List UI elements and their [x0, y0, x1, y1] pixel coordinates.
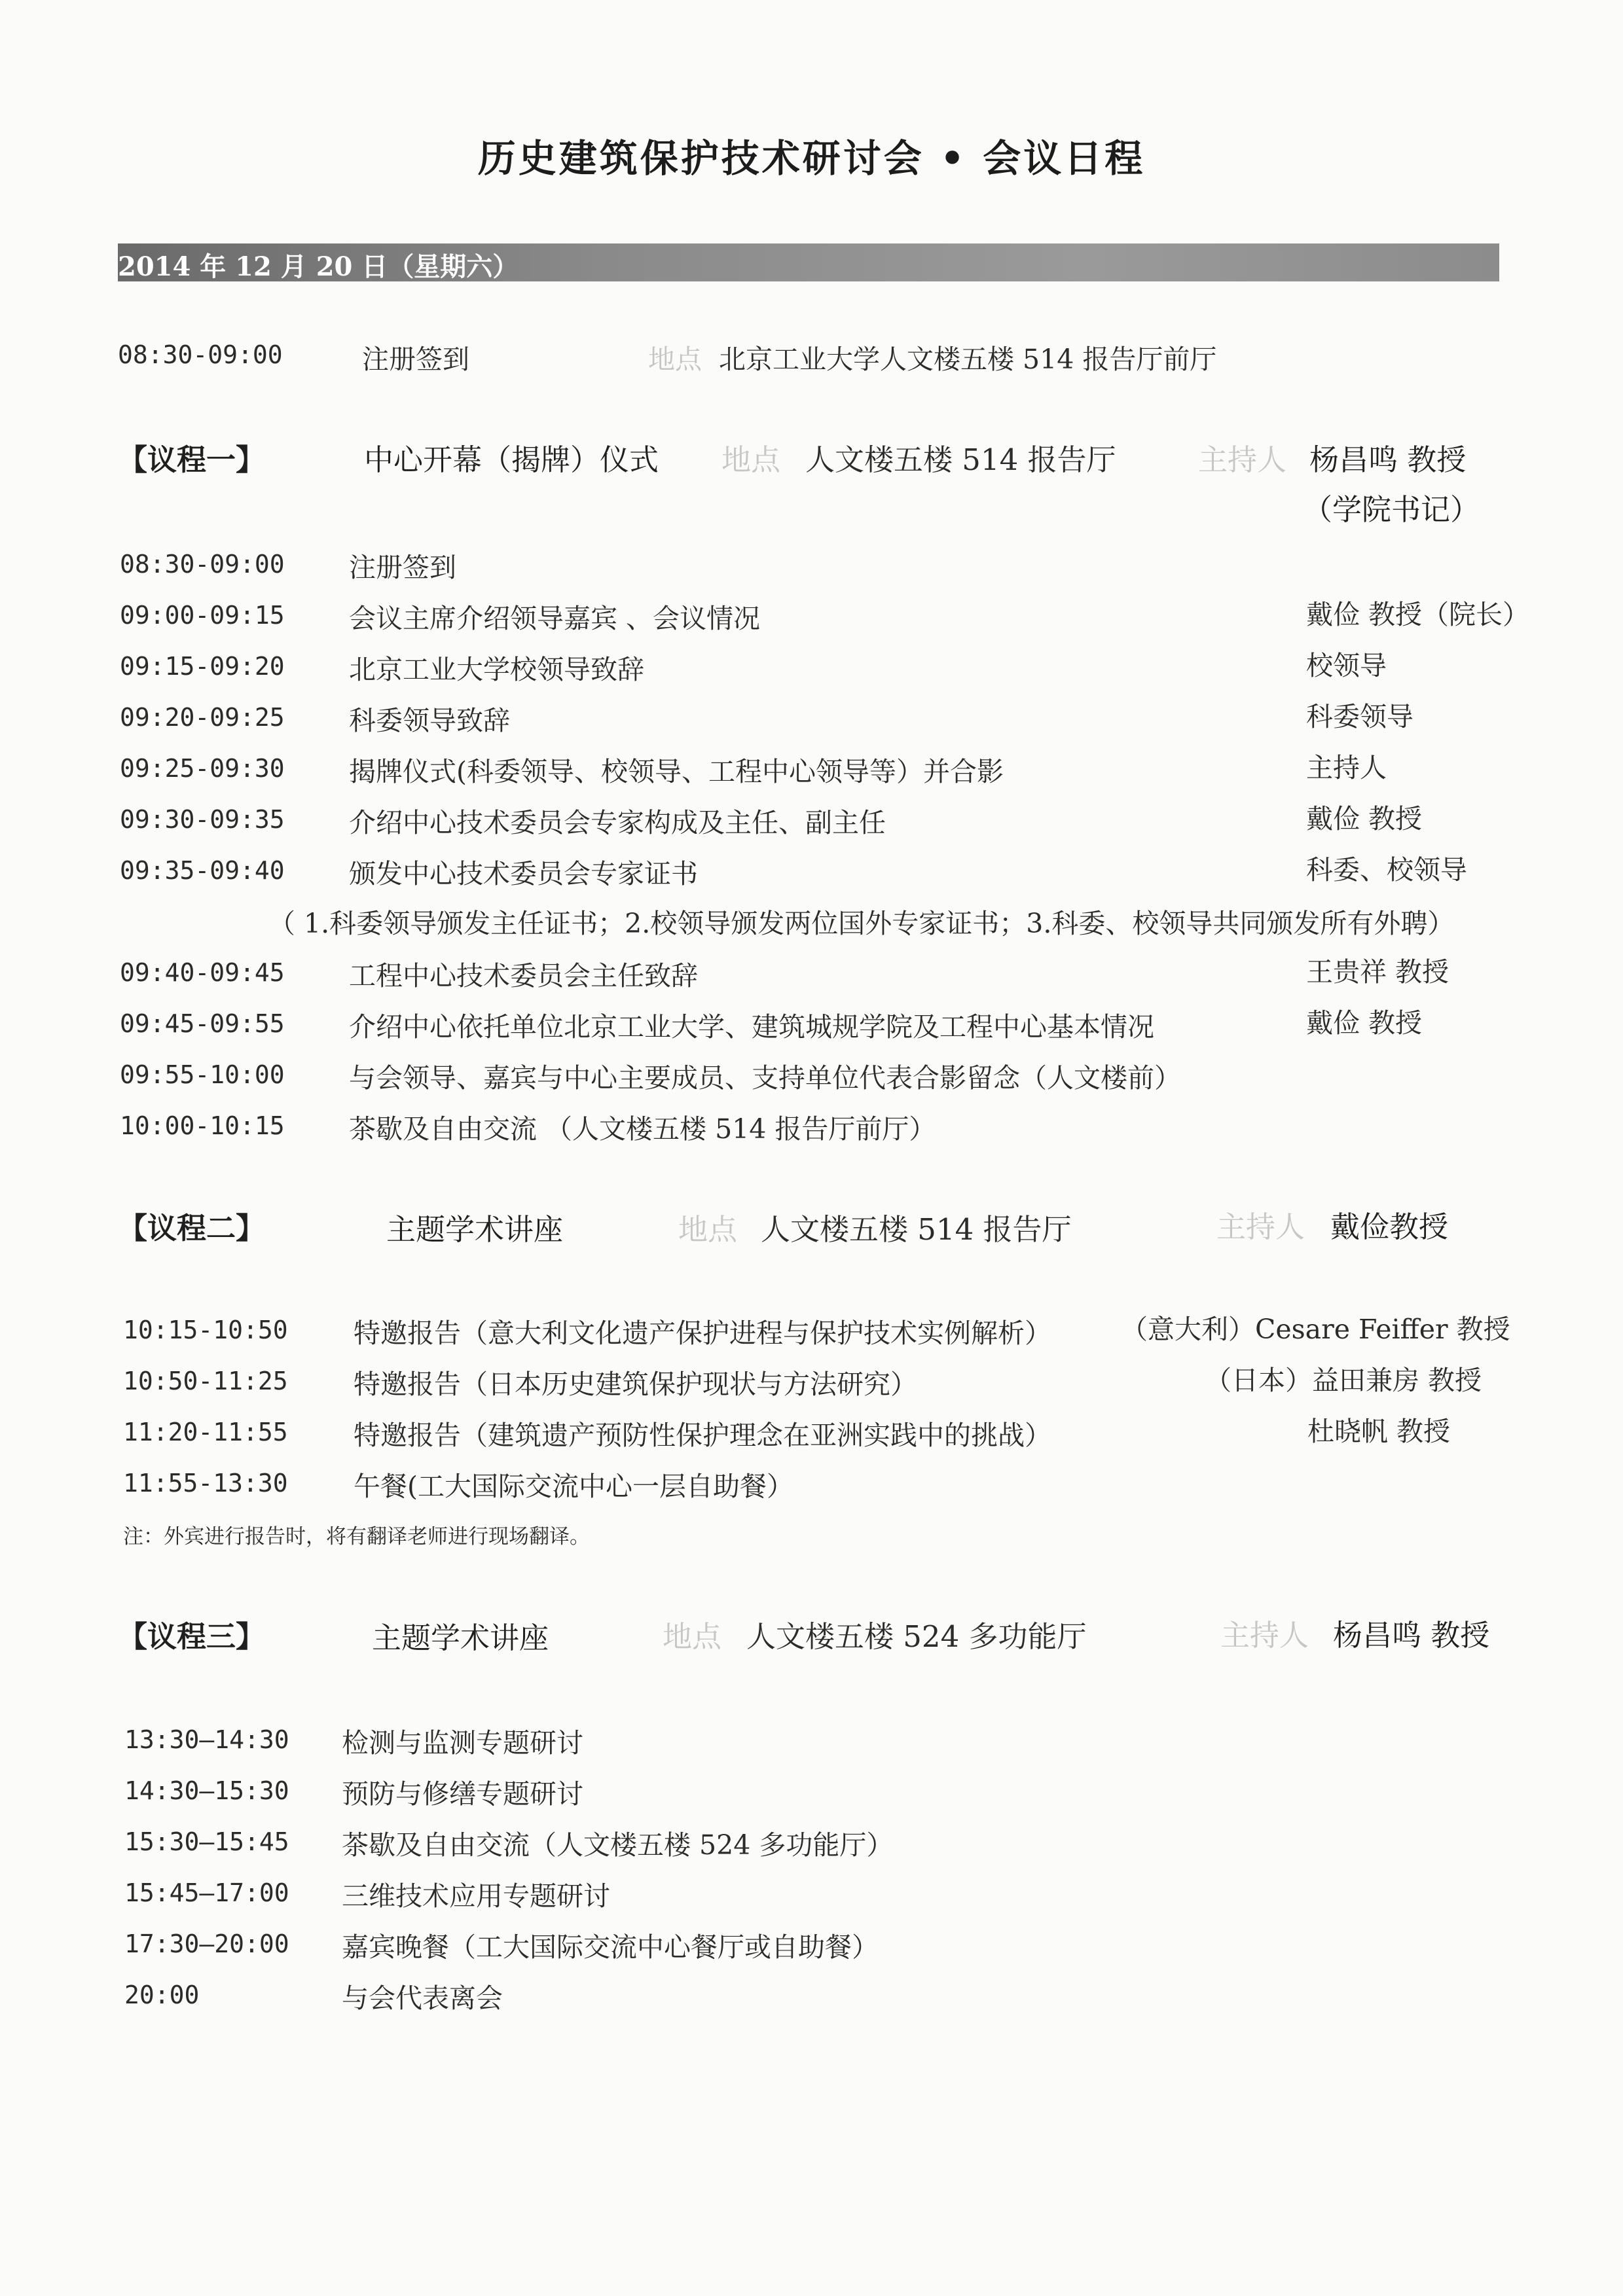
row-time: 09:20-09:25 — [120, 703, 285, 732]
row-item: 介绍中心技术委员会专家构成及主任、副主任 — [349, 807, 886, 838]
row-speaker: 杜晓帆 教授 — [1307, 1416, 1451, 1447]
row-item: 特邀报告（日本历史建筑保护现状与方法研究） — [354, 1369, 917, 1400]
row-item: 三维技术应用专题研讨 — [342, 1880, 610, 1912]
date-bar — [118, 243, 1499, 281]
row-item: 科委领导致辞 — [349, 705, 510, 736]
row-time: 09:30-09:35 — [120, 805, 285, 834]
row-item: 会议主席介绍领导嘉宾 、会议情况 — [349, 603, 761, 634]
session2-label: 【议程二】 — [118, 1211, 266, 1246]
row-item: 注册签到 — [349, 552, 456, 583]
row-time: 15:30—15:45 — [124, 1827, 289, 1856]
registration-time: 08:30-09:00 — [118, 340, 283, 369]
row-speaker: 戴俭 教授（院长） — [1306, 599, 1530, 630]
row-item: 嘉宾晚餐（工大国际交流中心餐厅或自助餐） — [342, 1931, 879, 1963]
row-item: 揭牌仪式(科委领导、校领导、工程中心领导等）并合影 — [349, 756, 1004, 787]
session3-host: 杨昌鸣 教授 — [1333, 1618, 1490, 1653]
row-speaker: 科委领导 — [1306, 701, 1413, 732]
row-speaker: 戴俭 教授 — [1306, 803, 1423, 834]
session3-location-label: 地点 — [663, 1619, 722, 1654]
row-speaker: （意大利）Cesare Feiffer 教授 — [1121, 1314, 1510, 1345]
row-time: 09:40-09:45 — [120, 958, 285, 987]
session2-host: 戴俭教授 — [1330, 1210, 1449, 1244]
row-item: 北京工业大学校领导致辞 — [349, 654, 644, 685]
row-time: 10:50-11:25 — [123, 1367, 288, 1395]
session3-location: 人文楼五楼 524 多功能厅 — [746, 1619, 1087, 1654]
row-time: 08:30-09:00 — [120, 550, 285, 579]
row-time: 14:30—15:30 — [124, 1776, 289, 1805]
row-time: 17:30—20:00 — [124, 1929, 289, 1958]
row-speaker: 戴俭 教授 — [1306, 1007, 1423, 1039]
session1-location: 人文楼五楼 514 报告厅 — [805, 442, 1116, 477]
row-speaker: 科委、校领导 — [1306, 854, 1467, 886]
row-time: 09:15-09:20 — [120, 652, 285, 681]
session3-label: 【议程三】 — [118, 1619, 266, 1654]
row-item: 茶歇及自由交流（人文楼五楼 524 多功能厅） — [342, 1829, 894, 1861]
row-item: 特邀报告（建筑遗产预防性保护理念在亚洲实践中的挑战） — [354, 1420, 1051, 1451]
session1-title: 中心开幕（揭牌）仪式 — [364, 442, 659, 477]
row-speaker: 主持人 — [1306, 752, 1387, 783]
date-text: 2014 年 12 月 20 日（星期六） — [118, 251, 519, 282]
row-time: 10:15-10:50 — [123, 1316, 288, 1344]
row-item: 与会代表离会 — [342, 1982, 503, 2014]
session1-label: 【议程一】 — [118, 442, 266, 477]
row-time: 20:00 — [124, 1981, 200, 2009]
session3-title: 主题学术讲座 — [372, 1621, 549, 1655]
row-item: 颁发中心技术委员会专家证书 — [349, 858, 698, 889]
page-title: 历史建筑保护技术研讨会 • 会议日程 — [477, 136, 1146, 181]
session1-host-note: （学院书记） — [1303, 492, 1480, 527]
session2-location: 人文楼五楼 514 报告厅 — [761, 1212, 1072, 1247]
row-item: 与会领导、嘉宾与中心主要成员、支持单位代表合影留念（人文楼前） — [349, 1062, 1181, 1094]
translation-note: 注：外宾进行报告时，将有翻译老师进行现场翻译。 — [123, 1525, 590, 1549]
row-item: 茶歇及自由交流 （人文楼五楼 514 报告厅前厅） — [349, 1113, 936, 1145]
session1-host: 杨昌鸣 教授 — [1309, 442, 1467, 477]
row-speaker: 校领导 — [1306, 650, 1387, 681]
row-speaker: 王贵祥 教授 — [1306, 956, 1450, 988]
row-time: 09:45-09:55 — [120, 1009, 285, 1038]
row-time: 09:55-10:00 — [120, 1060, 285, 1089]
row-item: 特邀报告（意大利文化遗产保护进程与保护技术实例解析） — [354, 1318, 1051, 1349]
row-time: 11:20-11:55 — [123, 1418, 288, 1446]
session3-host-label: 主持人 — [1220, 1618, 1309, 1653]
row-time: 09:25-09:30 — [120, 754, 285, 783]
row-speaker: （日本）益田兼房 教授 — [1205, 1365, 1482, 1396]
row-item: 介绍中心依托单位北京工业大学、建筑城规学院及工程中心基本情况 — [349, 1011, 1154, 1043]
registration-item: 注册签到 — [362, 344, 469, 375]
registration-location-label: 地点 — [648, 344, 702, 375]
row-item: 午餐(工大国际交流中心一层自助餐） — [354, 1471, 793, 1502]
row-time: 09:00-09:15 — [120, 601, 285, 630]
row-time: 15:45—17:00 — [124, 1878, 289, 1907]
session1-host-label: 主持人 — [1198, 442, 1287, 477]
row-time: 11:55-13:30 — [123, 1469, 288, 1498]
row-item: 检测与监测专题研讨 — [342, 1727, 583, 1759]
row-item: 工程中心技术委员会主任致辞 — [349, 960, 698, 992]
registration-location: 北京工业大学人文楼五楼 514 报告厅前厅 — [719, 344, 1217, 375]
session1-location-label: 地点 — [721, 442, 781, 477]
row-time: 09:35-09:40 — [120, 856, 285, 885]
row-time: 10:00-10:15 — [120, 1111, 285, 1140]
session2-host-label: 主持人 — [1216, 1210, 1305, 1244]
row-time: 13:30—14:30 — [124, 1725, 289, 1754]
session2-title: 主题学术讲座 — [386, 1212, 564, 1247]
row-item: 预防与修缮专题研讨 — [342, 1778, 583, 1810]
session2-location-label: 地点 — [678, 1212, 738, 1247]
certificate-note: （ 1.科委领导颁发主任证书；2.校领导颁发两位国外专家证书；3.科委、校领导共同颁发所有外聘） — [268, 908, 1455, 939]
